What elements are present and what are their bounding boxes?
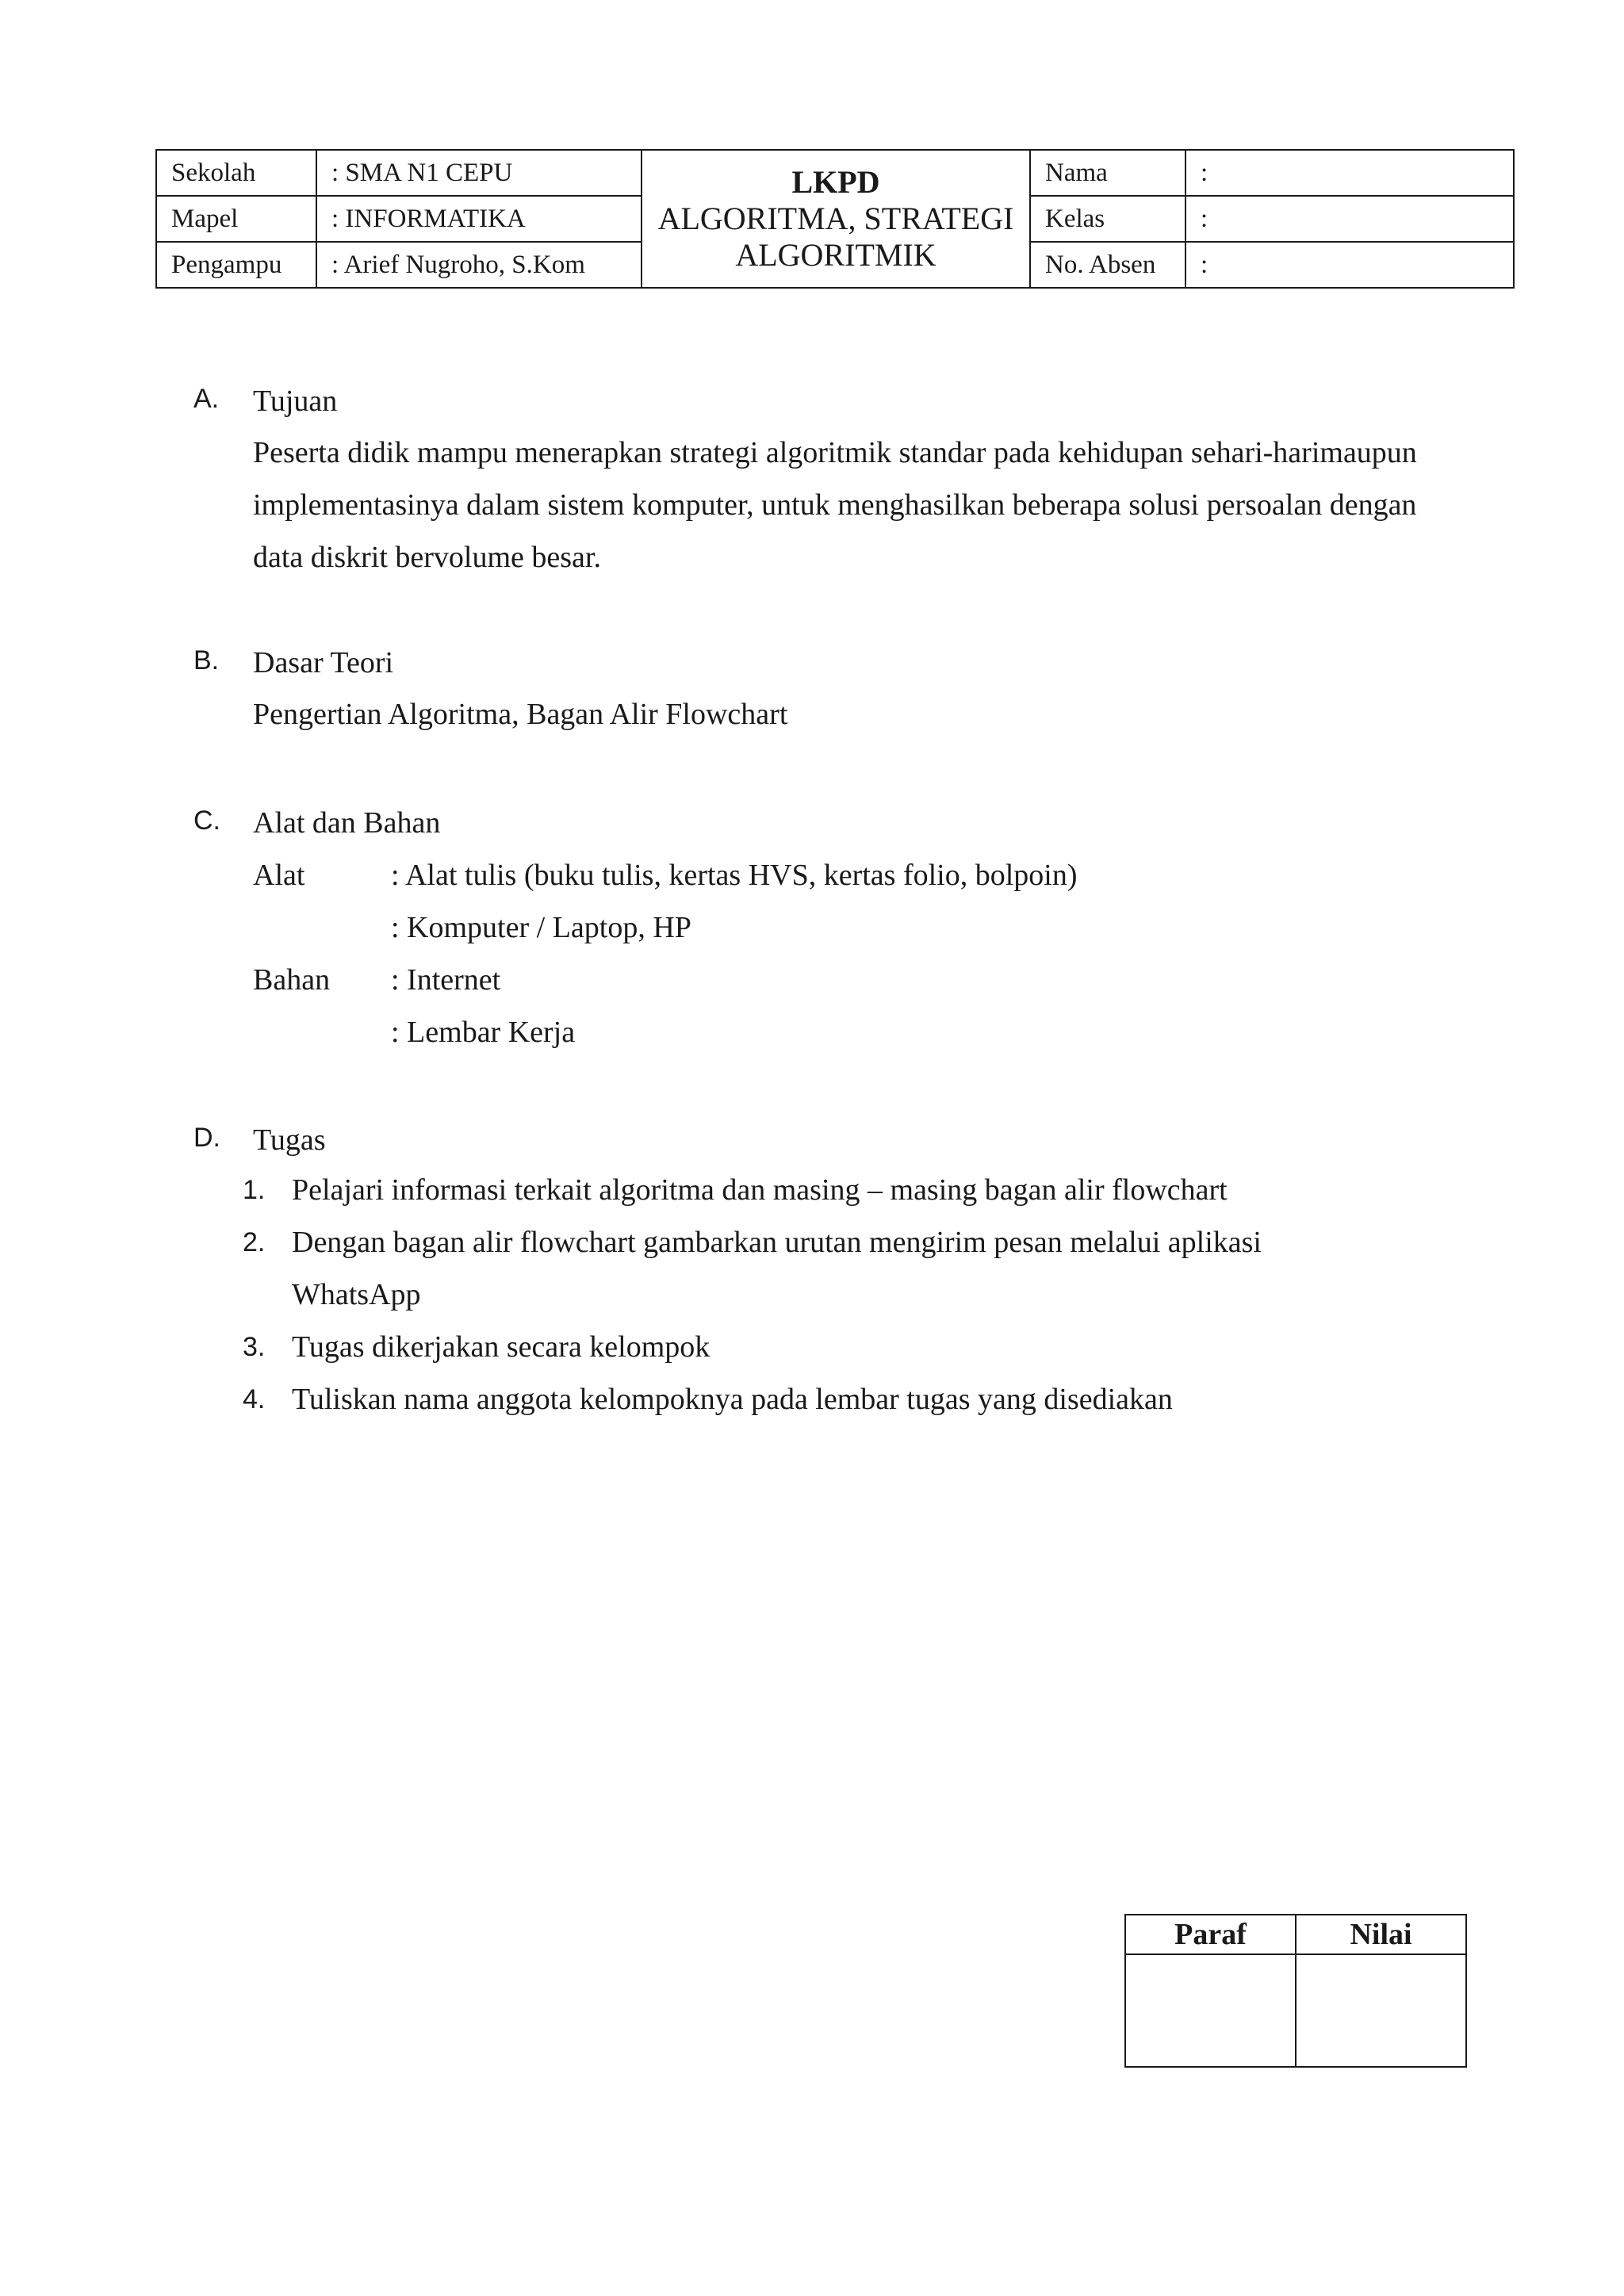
- item-text: WhatsApp: [292, 1278, 421, 1311]
- section-letter: B.: [193, 645, 220, 675]
- list-item: [243, 1216, 1432, 1321]
- field-kelas[interactable]: :: [1185, 196, 1514, 242]
- document-title-cell: [642, 150, 1030, 288]
- section-letter: C.: [193, 806, 220, 836]
- item-text: Tugas dikerjakan secara kelompok: [292, 1330, 710, 1364]
- section-title: Dasar Teori: [253, 646, 394, 679]
- item-text: Pelajari informasi terkait algoritma dan masing – masing bagan alir flowchart: [292, 1173, 1228, 1207]
- paraf-cell[interactable]: [1125, 1954, 1296, 2067]
- label-mapel: Mapel: [156, 196, 316, 242]
- item-text: Tuliskan nama anggota kelompoknya pada lembar tugas yang disediakan: [292, 1383, 1173, 1416]
- document-title: LKPD: [791, 164, 880, 200]
- score-header-row: [1125, 1915, 1466, 1954]
- dasar-teori-text: [253, 688, 1490, 740]
- paragraph-line: data diskrit bervolume besar.: [253, 541, 601, 574]
- row-value: : Komputer / Laptop, HP: [391, 911, 691, 944]
- score-table: [1124, 1914, 1467, 2068]
- paraf-header: Paraf: [1125, 1915, 1296, 1954]
- item-number: 2.: [243, 1227, 266, 1257]
- tujuan-paragraph: [253, 427, 1490, 584]
- row-value: : Alat tulis (buku tulis, kertas HVS, kertas folio, bolpoin): [391, 859, 1078, 892]
- section-title: Tugas: [253, 1123, 326, 1157]
- nilai-header: Nilai: [1296, 1915, 1466, 1954]
- paragraph-line: Peserta didik mampu menerapkan strategi algoritmik standar pada kehidupan sehari-harimaupun: [253, 436, 1417, 469]
- row-key: Alat: [253, 859, 305, 892]
- row-value: : Lembar Kerja: [391, 1016, 576, 1049]
- value-sekolah: : SMA N1 CEPU: [316, 150, 642, 196]
- section-title: Tujuan: [253, 385, 338, 418]
- list-item: [243, 1321, 1432, 1373]
- label-nama: Nama: [1030, 150, 1185, 196]
- field-no-absen[interactable]: :: [1185, 242, 1514, 288]
- section-letter: D.: [193, 1123, 220, 1153]
- section-letter: A.: [193, 384, 220, 414]
- label-sekolah: Sekolah: [156, 150, 316, 196]
- nilai-cell[interactable]: [1296, 1954, 1466, 2067]
- section-title: Alat dan Bahan: [253, 806, 441, 840]
- paragraph-line: implementasinya dalam sistem komputer, untuk menghasilkan beberapa solusi persoalan dengan: [253, 488, 1417, 522]
- value-pengampu: : Arief Nugroho, S.Kom: [316, 242, 642, 288]
- header-row: [156, 150, 1514, 196]
- list-item: [243, 1164, 1432, 1216]
- label-pengampu: Pengampu: [156, 242, 316, 288]
- value-mapel: : INFORMATIKA: [316, 196, 642, 242]
- item-number: 3.: [243, 1332, 266, 1362]
- field-nama[interactable]: :: [1185, 150, 1514, 196]
- label-kelas: Kelas: [1030, 196, 1185, 242]
- row-value: : Internet: [391, 963, 501, 997]
- item-number: 4.: [243, 1384, 266, 1414]
- document-subtitle: ALGORITMA, STRATEGI ALGORITMIK: [657, 201, 1014, 273]
- score-entry-row: [1125, 1954, 1466, 2067]
- label-no-absen: No. Absen: [1030, 242, 1185, 288]
- task-list: [243, 1164, 1432, 1425]
- paragraph-line: Pengertian Algoritma, Bagan Alir Flowchart: [253, 698, 788, 731]
- header-table: [155, 149, 1515, 289]
- item-number: 1.: [243, 1175, 266, 1205]
- list-item: [243, 1373, 1432, 1425]
- row-key: Bahan: [253, 963, 331, 997]
- item-text: Dengan bagan alir flowchart gambarkan urutan mengirim pesan melalui aplikasi: [292, 1226, 1262, 1259]
